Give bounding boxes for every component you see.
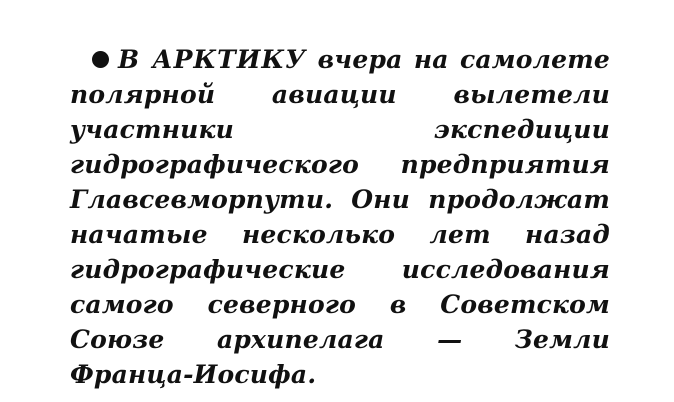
- article-lead-in: В АРКТИКУ: [118, 45, 307, 74]
- filled-circle-bullet-icon: [92, 51, 109, 68]
- article-body-text: вчера на самолете полярной авиации вылетели участники экспедиции гидрографического предприятия Главсевморпути. Они продолжат начатые несколько лет назад гидрографические исследования самого северного в Советском Союзе архипелага — Земли Франца-Иосифа.: [70, 45, 610, 389]
- news-paragraph: [70, 42, 610, 392]
- news-item: [70, 42, 610, 392]
